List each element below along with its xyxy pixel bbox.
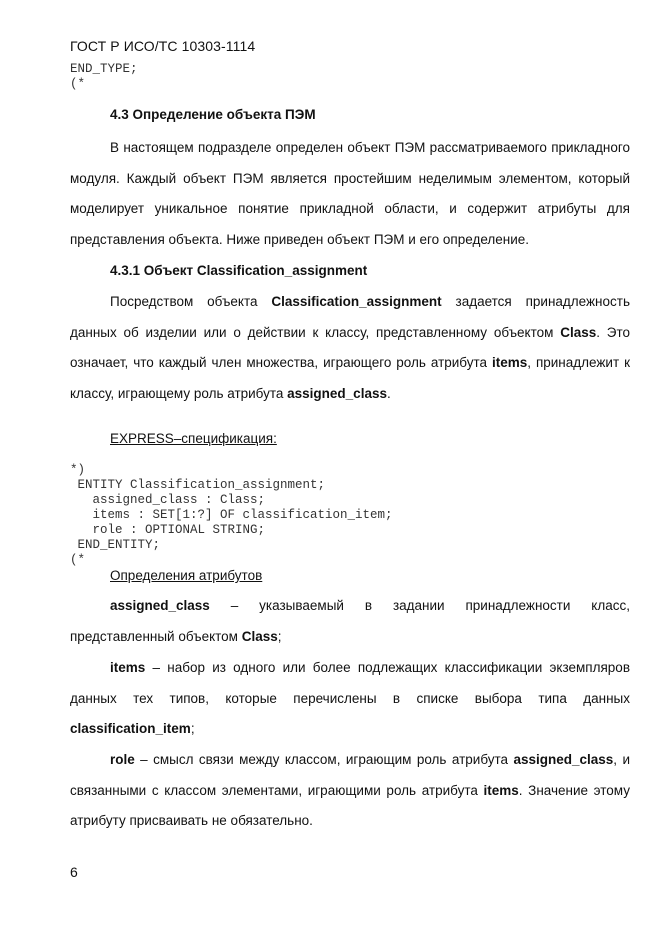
section-heading-4-3: 4.3 Определение объекта ПЭМ	[110, 107, 316, 122]
attribute-text: – смысл связи между классом, играющим роль атрибута	[134, 752, 514, 767]
attribute-text: , и связанными с классом элементами, играющими роль атрибута	[70, 752, 631, 798]
code-end-type: END_TYPE;	[70, 62, 138, 76]
code-comment-open: (*	[70, 77, 86, 91]
attribute-name: assigned_class	[110, 598, 210, 613]
attribute-text: ;	[277, 628, 282, 644]
section-heading-4-3-1: 4.3.1 Объект Classification_assignment	[110, 263, 368, 278]
para-text: задается принадлежность данных об изделии или о действии к классу, представленному объектом	[70, 294, 630, 340]
assigned-class-ref: assigned_class	[513, 752, 614, 767]
express-code-line: *)	[70, 463, 86, 477]
para-text: Посредством объекта	[110, 294, 272, 309]
attribute-assigned-class	[70, 591, 630, 652]
attribute-text: – указываемый в задании принадлежности класс, представленный объектом	[70, 598, 630, 644]
express-code-line: items : SET[1:?] OF classification_item;	[70, 508, 393, 522]
attribute-text: . Значение этому атрибуту присваивать не обязательно.	[70, 782, 630, 828]
para-text: , принадлежит к классу, играющему роль атрибута	[70, 355, 630, 401]
section-4-3-1-paragraph	[70, 287, 630, 409]
attribute-items	[70, 653, 630, 745]
items-ref: items	[491, 355, 528, 370]
entity-name: Classification_assignment	[271, 294, 442, 309]
para-text: .	[386, 385, 391, 401]
class-ref: Class	[560, 324, 597, 340]
attribute-name: role	[110, 752, 135, 767]
express-code-line: (*	[70, 553, 86, 567]
express-code-line: role : OPTIONAL STRING;	[70, 523, 266, 537]
attribute-text: – набор из одного или более подлежащих классификации экземпляров данных тех типов, которые перечислены в списке выбора типа данных	[70, 660, 630, 706]
express-code-line: END_ENTITY;	[70, 538, 161, 552]
para-text: . Это означает, что каждый член множества, играющего роль атрибута	[70, 324, 630, 370]
express-code-line: ENTITY Classification_assignment;	[70, 478, 326, 492]
express-code-line: assigned_class : Class;	[70, 493, 266, 507]
class-ref: Class	[241, 628, 278, 644]
attribute-role	[70, 745, 630, 837]
assigned-class-ref: assigned_class	[287, 385, 387, 401]
items-ref: items	[483, 782, 519, 798]
attribute-text: ;	[190, 721, 195, 736]
express-spec-title: EXPRESS–спецификация:	[110, 431, 277, 446]
attribute-name: items	[110, 660, 146, 675]
document-header: ГОСТ Р ИСО/ТС 10303-1114	[70, 38, 256, 54]
section-4-3-paragraph: В настоящем подразделе определен объект ПЭМ рассматриваемого прикладного модуля. Каждый объект ПЭМ является простейшим неделимым элементом, который моделирует уникальное понятие прикладной области, и содержит атрибуты для представления объекта. Ниже приведен объект ПЭМ и его определение.	[70, 140, 630, 247]
classification-item-ref: classification_item	[70, 721, 191, 736]
attribute-definitions-title: Определения атрибутов	[110, 568, 263, 583]
page-number: 6	[70, 864, 78, 880]
